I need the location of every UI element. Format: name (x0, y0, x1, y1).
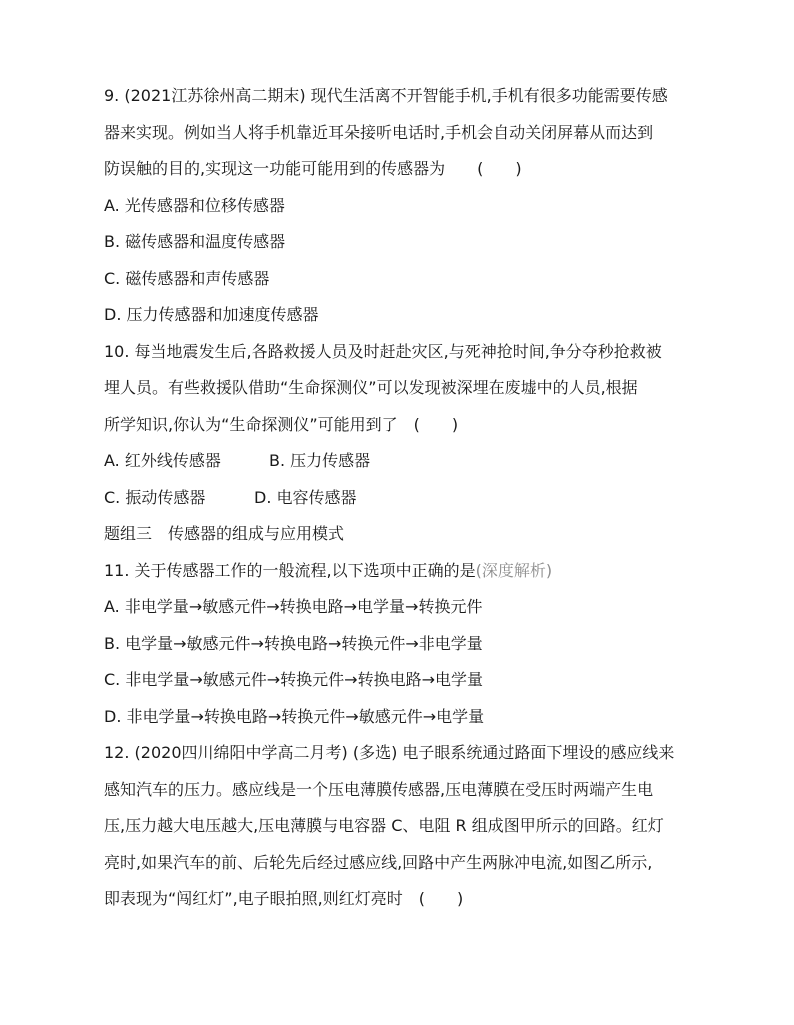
q10-stem-line-2: 埋人员。有些救援队借助“生命探测仪”可以发现被深埋在废墟中的人员,根据 (104, 378, 638, 397)
q11-option-b: B. 电学量→敏感元件→转换电路→转换元件→非电学量 (104, 633, 483, 653)
q9-stem-line-1: 9. (2021江苏徐州高二期末) 现代生活离不开智能手机,手机有很多功能需要传感 (104, 86, 668, 105)
q11-option-c: C. 非电学量→敏感元件→转换元件→转换电路→电学量 (104, 670, 483, 689)
q10-options-row-1 (104, 451, 700, 471)
q10-option-b: B. 压力传感器 (269, 451, 371, 470)
q12-stem-line-1: 12. (2020四川绵阳中学高二月考) (多选) 电子眼系统通过路面下埋设的感应线来 (104, 743, 675, 762)
q12-stem-line-3: 压,压力越大电压越大,压电薄膜与电容器 C、电阻 R 组成图甲所示的回路。红灯 (104, 816, 664, 835)
q11-depth-analysis-link[interactable]: (深度解析) (475, 560, 553, 580)
q11-option-d: D. 非电学量→转换电路→转换元件→敏感元件→电学量 (104, 706, 485, 726)
q9-stem-line-3: 防误触的目的,实现这一功能可能用到的传感器为 ( ) (104, 159, 522, 178)
q9-option-c: C. 磁传感器和声传感器 (104, 268, 270, 288)
q12-stem-line-5: 即表现为“闯红灯”,电子眼拍照,则红灯亮时 ( ) (104, 889, 464, 908)
q10-stem-line-3: 所学知识,你认为“生命探测仪”可能用到了 ( ) (104, 414, 459, 434)
q10-option-d: D. 电容传感器 (254, 487, 357, 507)
q10-options-row-2 (104, 488, 700, 508)
q11-option-a: A. 非电学量→敏感元件→转换电路→电学量→转换元件 (104, 597, 483, 616)
q10-option-a: A. 红外线传感器 (104, 451, 221, 470)
q10-stem-line-1: 10. 每当地震发生后,各路救援人员及时赶赴灾区,与死神抢时间,争分夺秒抢救被 (104, 341, 662, 361)
q11-stem (104, 561, 700, 581)
q9-option-b: B. 磁传感器和温度传感器 (104, 232, 286, 251)
q12-stem-line-2: 感知汽车的压力。感应线是一个压电薄膜传感器,压电薄膜在受压时两端产生电 (104, 779, 654, 799)
q12-stem-line-4: 亮时,如果汽车的前、后轮先后经过感应线,回路中产生两脉冲电流,如图乙所示, (104, 852, 653, 872)
q9-option-a: A. 光传感器和位移传感器 (104, 195, 285, 215)
group3-heading: 题组三 传感器的组成与应用模式 (104, 524, 345, 543)
q11-stem-text: 11. 关于传感器工作的一般流程,以下选项中正确的是 (104, 560, 476, 580)
q9-option-d: D. 压力传感器和加速度传感器 (104, 305, 319, 324)
q10-option-c: C. 振动传感器 (104, 487, 206, 507)
q9-stem-line-2: 器来实现。例如当人将手机靠近耳朵接听电话时,手机会自动关闭屏幕从而达到 (104, 122, 654, 142)
exam-page (104, 86, 700, 926)
